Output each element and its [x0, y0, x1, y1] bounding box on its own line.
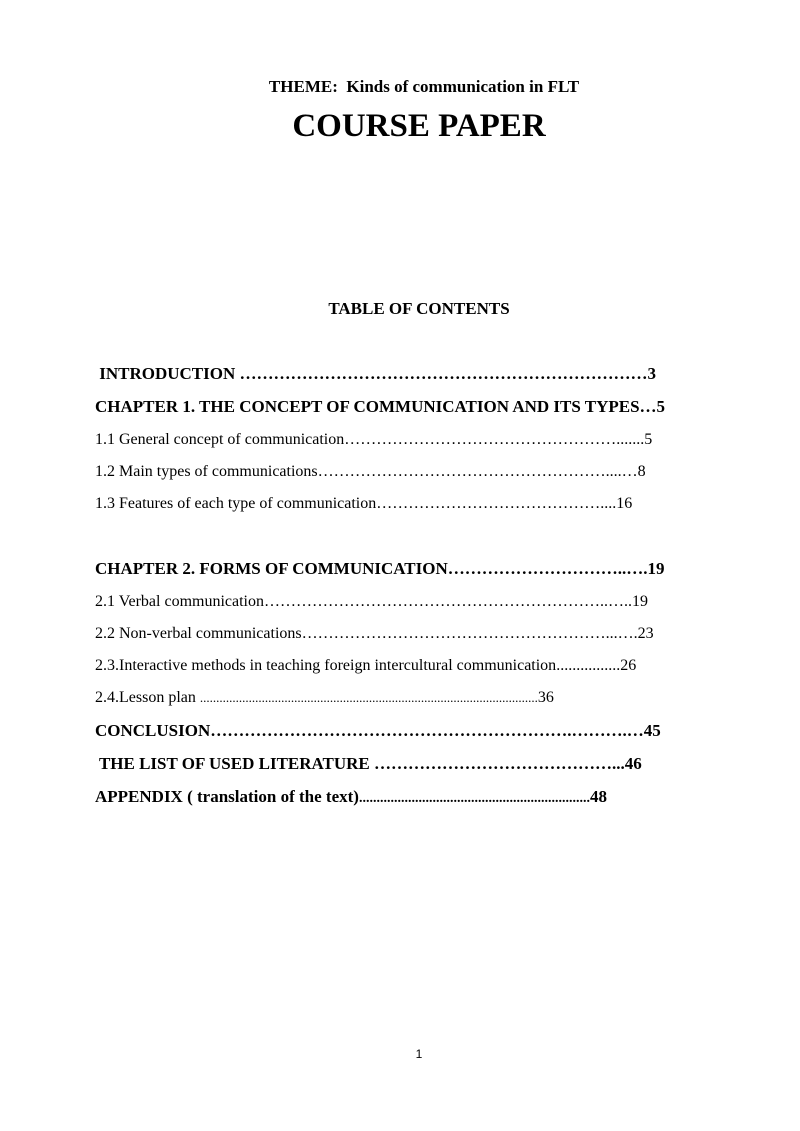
toc-entry-leader: ………………………………………………………..…..: [264, 593, 632, 610]
toc-entry-page: 23: [637, 625, 654, 642]
toc-entry-title: CONCLUSION: [95, 721, 211, 740]
page-title: COURSE PAPER: [292, 108, 546, 144]
toc-entry-leader: ………………………………………………………………: [239, 364, 648, 383]
toc-entry-leader: ……………………………………...: [374, 754, 625, 773]
toc-entry-title: 2.4.Lesson plan: [95, 689, 200, 706]
toc-entry-leader: …………………………..….: [447, 559, 648, 578]
toc-entry-leader: ................: [556, 657, 621, 674]
toc-entry-page: 45: [643, 721, 661, 740]
toc-entry-page: 8: [637, 463, 646, 480]
toc-entry-conclusion: [95, 721, 661, 741]
toc-entry-leader: ..................................................................: [358, 791, 590, 806]
toc-entry-chapter-1: [95, 397, 665, 417]
toc-entry-title: 1.3 Features of each type of communication: [95, 495, 377, 512]
toc-entry-page: 5: [644, 431, 653, 448]
toc-entry-title: INTRODUCTION: [95, 364, 240, 383]
toc-entry-leader: ………………………………………………....…: [317, 463, 638, 480]
toc-entry-2-3: [95, 657, 636, 675]
toc-entry-appendix: [95, 787, 607, 807]
toc-entry-page: 36: [537, 689, 554, 706]
toc-entry-title: 2.1 Verbal communication: [95, 593, 264, 610]
toc-entry-title: THE LIST OF USED LITERATURE: [95, 754, 375, 773]
toc-entry-leader: ……………………………………………………….……….…: [210, 721, 644, 740]
toc-entry-page: 19: [647, 559, 665, 578]
toc-heading: TABLE OF CONTENTS: [328, 299, 510, 318]
toc-entry-page: 19: [632, 593, 648, 610]
toc-entry-page: 48: [589, 787, 607, 806]
toc-entry-title: 2.3.Interactive methods in teaching foreign intercultural communication: [95, 657, 557, 674]
toc-entry-leader: …: [639, 397, 657, 416]
toc-entry-title: 1.1 General concept of communication: [95, 431, 345, 448]
toc-entry-leader: ……………………………………....: [376, 495, 617, 512]
toc-entry-page: 5: [656, 397, 666, 416]
toc-entry-page: 3: [647, 364, 657, 383]
toc-entry-leader: ........................................................................................................: [199, 690, 538, 705]
toc-entry-2-2: [95, 625, 654, 643]
toc-entry-introduction: [95, 364, 656, 384]
toc-entry-page: 16: [616, 495, 633, 512]
theme-line: THEME: Kinds of communication in FLT: [268, 77, 580, 96]
toc-entry-2-4: [95, 689, 554, 707]
toc-entry-title: CHAPTER 2. FORMS OF COMMUNICATION: [95, 559, 448, 578]
toc-entry-1-2: [95, 463, 646, 481]
page-number: 1: [415, 1047, 423, 1061]
toc-entry-chapter-2: [95, 559, 664, 579]
toc-entry-1-1: [95, 431, 652, 449]
toc-entry-leader: …………………………………………………...….: [301, 625, 638, 642]
toc-entry-title: 1.2 Main types of communications: [95, 463, 318, 480]
toc-entry-2-1: [95, 593, 648, 611]
toc-entry-title: CHAPTER 1. THE CONCEPT OF COMMUNICATION AND ITS TYPES: [95, 397, 640, 416]
toc-entry-title: APPENDIX ( translation of the text): [95, 787, 359, 806]
toc-entry-leader: …………………………………………….......: [344, 431, 645, 448]
toc-entry-literature: [95, 754, 642, 774]
toc-entry-title: 2.2 Non-verbal communications: [95, 625, 302, 642]
toc-entry-page: 46: [624, 754, 642, 773]
toc-entry-1-3: [95, 495, 632, 513]
toc-entry-page: 26: [620, 657, 637, 674]
